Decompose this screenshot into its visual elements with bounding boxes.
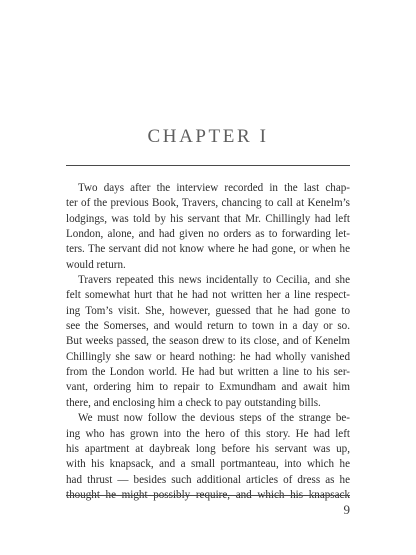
text-line: London, alone, and had given no orders as to forwarding let- (66, 228, 350, 241)
text-line: would return. (66, 258, 126, 271)
text-line: Two days after the interview recorded in the last chap- (78, 182, 350, 194)
text-line: vant, ordering him to repair to Exmundham and await him (66, 381, 350, 394)
text-line: We must now follow the devious steps of the strange be- (78, 412, 350, 425)
text-line: Chillingly she saw or heard nothing: he had wholly vanished (66, 350, 350, 363)
paragraph (66, 411, 350, 503)
page-number: 9 (343, 502, 350, 517)
text-line: ters. The servant did not know where he had gone, or when he (66, 243, 350, 256)
text-line: had thrust — besides such additional articles of dress as he (66, 473, 350, 486)
text-line: ter of the previous Book, Travers, chancing to call at Kenelm’s (66, 197, 350, 210)
text-line: felt somewhat hurt that he had not written her a line respect- (66, 289, 350, 302)
text-line: with his knapsack, and a small portmanteau, into which he (66, 458, 350, 471)
text-line: lodgings, was told by his servant that Mr. Chillingly had left (66, 212, 350, 225)
text-line: But weeks passed, the season drew to its close, and of Kenelm (66, 335, 350, 348)
text-line: from the London world. He had but written a line to his ser- (66, 366, 350, 379)
text-line: see the Somerses, and would return to town in a day or so. (66, 320, 350, 333)
text-line: his apartment at daybreak long before his servant was up, (66, 442, 350, 455)
chapter-body (66, 181, 350, 503)
text-line: Travers repeated this news incidentally to Cecilia, and she (78, 274, 350, 287)
bottom-rule (66, 495, 350, 496)
text-line: ing Tom’s visit. She, however, guessed that he had gone to (66, 304, 350, 317)
paragraph (66, 181, 350, 273)
text-line: there, and enclosing him a check to pay outstanding bills. (66, 396, 321, 409)
chapter-heading: CHAPTER I (147, 126, 269, 147)
paragraph (66, 273, 350, 411)
text-line: thought he might possibly require, and which his knapsack (66, 488, 350, 501)
top-rule (66, 165, 350, 166)
text-line: ing who has grown into the hero of this story. He had left (66, 427, 350, 440)
